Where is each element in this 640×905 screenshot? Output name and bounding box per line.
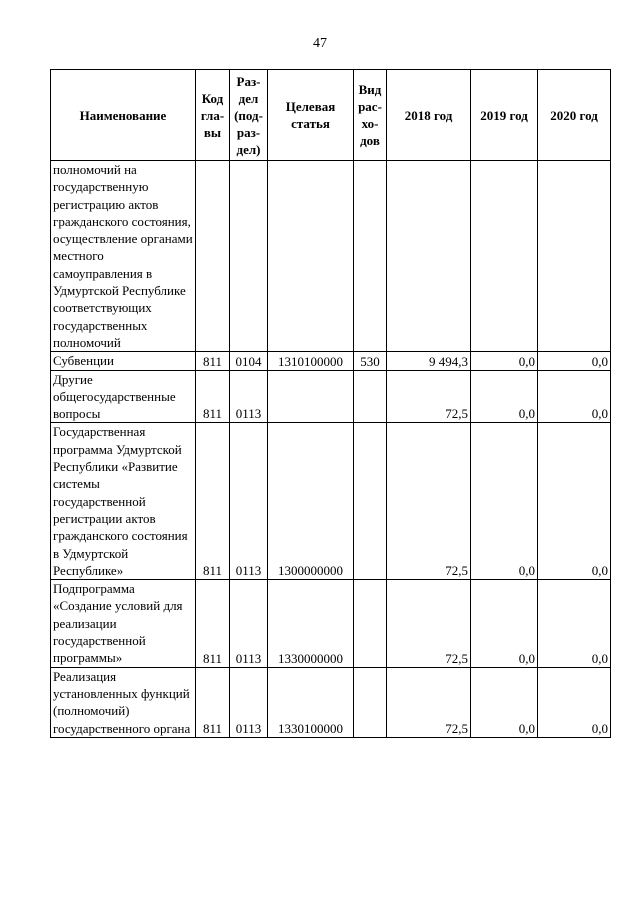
cell-2019: 0,0 [471, 370, 538, 423]
cell-chapter: 811 [196, 370, 230, 423]
cell-target: 1310100000 [268, 352, 354, 370]
cell-section: 0113 [230, 667, 268, 737]
col-header-chapter: Код гла-вы [196, 70, 230, 161]
cell-section: 0113 [230, 423, 268, 580]
cell-target: 1330100000 [268, 667, 354, 737]
cell-expense-type [354, 580, 387, 667]
budget-table [50, 69, 611, 738]
cell-chapter: 811 [196, 423, 230, 580]
col-header-2020: 2020 год [538, 70, 611, 161]
cell-name: Другие общегосударственные вопросы [51, 370, 196, 423]
cell-2019: 0,0 [471, 352, 538, 370]
table-row [51, 352, 611, 370]
cell-2020: 0,0 [538, 580, 611, 667]
cell-name: Реализация установленных функций (полномочий) государственного органа [51, 667, 196, 737]
cell-section [230, 161, 268, 352]
cell-2019: 0,0 [471, 423, 538, 580]
page-number: 47 [313, 36, 327, 51]
cell-name: Государственная программа Удмуртской Республики «Развитие системы государственной регистрации актов гражданского состояния в Удмуртской Республике» [51, 423, 196, 580]
cell-expense-type [354, 667, 387, 737]
table-row [51, 423, 611, 580]
cell-chapter: 811 [196, 580, 230, 667]
cell-2019: 0,0 [471, 580, 538, 667]
cell-2020 [538, 161, 611, 352]
cell-name: полномочий на государственную регистрацию актов гражданского состояния, осуществление органами местного самоуправления в Удмуртской Республике соответствующих государственных полномочий [51, 161, 196, 352]
cell-target [268, 370, 354, 423]
table-header-row [51, 70, 611, 161]
cell-2020: 0,0 [538, 352, 611, 370]
table-row [51, 580, 611, 667]
cell-section: 0113 [230, 580, 268, 667]
cell-expense-type [354, 423, 387, 580]
cell-name: Подпрограмма «Создание условий для реализации государственной программы» [51, 580, 196, 667]
table-row [51, 370, 611, 423]
col-header-2018: 2018 год [387, 70, 471, 161]
col-header-target: Целевая статья [268, 70, 354, 161]
cell-chapter: 811 [196, 352, 230, 370]
cell-2018: 72,5 [387, 580, 471, 667]
cell-2018 [387, 161, 471, 352]
col-header-name: Наименование [51, 70, 196, 161]
col-header-2019: 2019 год [471, 70, 538, 161]
cell-expense-type: 530 [354, 352, 387, 370]
cell-2018: 72,5 [387, 423, 471, 580]
cell-2019: 0,0 [471, 667, 538, 737]
table-row [51, 667, 611, 737]
cell-target [268, 161, 354, 352]
cell-name: Субвенции [51, 352, 196, 370]
cell-chapter [196, 161, 230, 352]
cell-2020: 0,0 [538, 370, 611, 423]
cell-2018: 72,5 [387, 667, 471, 737]
cell-chapter: 811 [196, 667, 230, 737]
cell-2018: 72,5 [387, 370, 471, 423]
cell-target: 1330000000 [268, 580, 354, 667]
cell-section: 0104 [230, 352, 268, 370]
cell-section: 0113 [230, 370, 268, 423]
cell-2020: 0,0 [538, 423, 611, 580]
cell-2020: 0,0 [538, 667, 611, 737]
cell-2019 [471, 161, 538, 352]
cell-2018: 9 494,3 [387, 352, 471, 370]
col-header-expense-type: Вид рас-хо-дов [354, 70, 387, 161]
table-row [51, 161, 611, 352]
col-header-section: Раз-дел (под-раз-дел) [230, 70, 268, 161]
cell-target: 1300000000 [268, 423, 354, 580]
cell-expense-type [354, 370, 387, 423]
cell-expense-type [354, 161, 387, 352]
